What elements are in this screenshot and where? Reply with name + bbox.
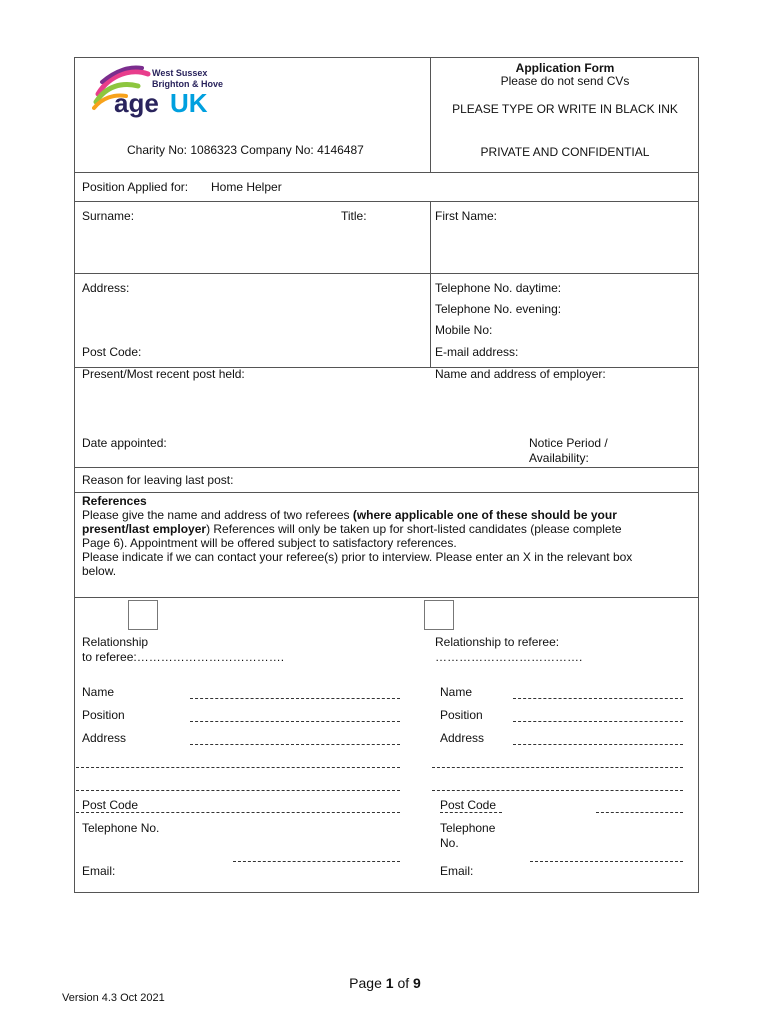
referee1-name-field[interactable] bbox=[190, 698, 400, 699]
page-of-word: of bbox=[393, 975, 414, 991]
email-label: E-mail address: bbox=[435, 345, 519, 359]
divider bbox=[75, 597, 698, 598]
referee2-post-code-label: Post Code bbox=[440, 798, 497, 812]
post-code-label: Post Code: bbox=[82, 345, 142, 359]
contact-referee-1-checkbox[interactable] bbox=[128, 600, 158, 630]
references-line-5: below. bbox=[82, 564, 117, 578]
referee2-name-field[interactable] bbox=[513, 698, 683, 699]
tel-evening-label: Telephone No. evening: bbox=[435, 302, 562, 316]
references-line-2 bbox=[82, 522, 622, 537]
address-label: Address: bbox=[82, 281, 130, 295]
referee1-relationship-label: Relationship bbox=[82, 635, 149, 649]
divider bbox=[75, 492, 698, 493]
references-emphasis: present/last employer bbox=[82, 522, 207, 536]
referee2-relationship-field[interactable]: ………………………………. bbox=[435, 650, 583, 664]
availability-label: Availability: bbox=[529, 451, 589, 465]
referee2-address-line-2[interactable] bbox=[432, 767, 683, 768]
divider bbox=[75, 467, 698, 468]
referee2-position-field[interactable] bbox=[513, 721, 683, 722]
referee1-relationship-field[interactable]: to referee:………………………………. bbox=[82, 650, 285, 664]
references-line-4: Please indicate if we can contact your referee(s) prior to interview. Please enter an X in the relevant box bbox=[82, 550, 633, 564]
black-ink-note: PLEASE TYPE OR WRITE IN BLACK INK bbox=[452, 102, 678, 116]
page-word: Page bbox=[349, 975, 386, 991]
logo-brand-age: age bbox=[114, 88, 159, 118]
mobile-label: Mobile No: bbox=[435, 323, 493, 337]
divider bbox=[75, 172, 698, 173]
divider bbox=[75, 201, 698, 202]
referee1-address-label: Address bbox=[82, 731, 127, 745]
contact-referee-2-checkbox[interactable] bbox=[424, 600, 454, 630]
referee1-position-field[interactable] bbox=[190, 721, 400, 722]
first-name-label: First Name: bbox=[435, 209, 498, 223]
referee2-telephone-label: Telephone bbox=[440, 821, 496, 835]
charity-number: Charity No: 1086323 Company No: 4146487 bbox=[127, 143, 364, 157]
referee2-position-label: Position bbox=[440, 708, 483, 722]
referee2-address-field[interactable] bbox=[513, 744, 683, 745]
confidential-note: PRIVATE AND CONFIDENTIAL bbox=[480, 145, 650, 159]
referee1-address-field[interactable] bbox=[190, 744, 400, 745]
date-appointed-label: Date appointed: bbox=[82, 436, 167, 450]
surname-label: Surname: bbox=[82, 209, 135, 223]
page-number bbox=[300, 975, 470, 992]
logo-brand-uk: UK bbox=[170, 88, 208, 118]
references-text: Please give the name and address of two referees bbox=[82, 508, 353, 522]
version-label: Version 4.3 Oct 2021 bbox=[62, 992, 165, 1004]
referee2-name-label: Name bbox=[440, 685, 473, 699]
page-total: 9 bbox=[413, 975, 421, 991]
references-line-3: Page 6). Appointment will be offered subject to satisfactory references. bbox=[82, 536, 457, 550]
referee2-email-field[interactable] bbox=[530, 861, 683, 862]
referee1-post-code-label: Post Code bbox=[82, 798, 139, 812]
referee2-post-code-field[interactable] bbox=[596, 812, 683, 813]
no-cvs-note: Please do not send CVs bbox=[500, 74, 630, 88]
recent-post-label: Present/Most recent post held: bbox=[82, 367, 245, 381]
form-title: Application Form bbox=[515, 61, 615, 75]
references-heading: References bbox=[82, 494, 147, 508]
position-value[interactable]: Home Helper bbox=[211, 180, 282, 194]
referee2-telephone-label-2: No. bbox=[440, 836, 459, 850]
references-line-1 bbox=[82, 508, 617, 523]
referee1-post-code-field[interactable] bbox=[76, 812, 400, 813]
referee1-address-line-2[interactable] bbox=[76, 767, 400, 768]
logo-region-line1: West Sussex bbox=[152, 68, 208, 78]
referee2-address-line-3[interactable] bbox=[432, 790, 683, 791]
notice-period-label: Notice Period / bbox=[529, 436, 608, 450]
references-emphasis: (where applicable one of these should be your bbox=[352, 508, 617, 522]
tel-daytime-label: Telephone No. daytime: bbox=[435, 281, 562, 295]
referee1-name-label: Name bbox=[82, 685, 115, 699]
referee1-position-label: Position bbox=[82, 708, 125, 722]
reason-leaving-label: Reason for leaving last post: bbox=[82, 473, 234, 487]
referee2-relationship-label: Relationship to referee: bbox=[435, 635, 560, 649]
page-current: 1 bbox=[385, 975, 394, 991]
employer-label: Name and address of employer: bbox=[435, 367, 606, 381]
divider bbox=[75, 273, 698, 274]
title-label: Title: bbox=[341, 209, 367, 223]
referee2-email-label: Email: bbox=[440, 864, 474, 878]
referee1-address-line-3[interactable] bbox=[76, 790, 400, 791]
age-uk-logo bbox=[92, 64, 242, 120]
referee2-address-label: Address bbox=[440, 731, 485, 745]
referee1-telephone-label: Telephone No. bbox=[82, 821, 160, 835]
logo-region-line2: Brighton & Hove bbox=[152, 79, 223, 89]
referee1-email-label: Email: bbox=[82, 864, 116, 878]
referee1-email-field[interactable] bbox=[233, 861, 400, 862]
position-label: Position Applied for: bbox=[82, 180, 189, 194]
referee2-post-code-underline bbox=[440, 812, 502, 813]
references-text: ) References will only be taken up for short-listed candidates (please complete bbox=[206, 522, 622, 536]
divider bbox=[430, 201, 431, 367]
